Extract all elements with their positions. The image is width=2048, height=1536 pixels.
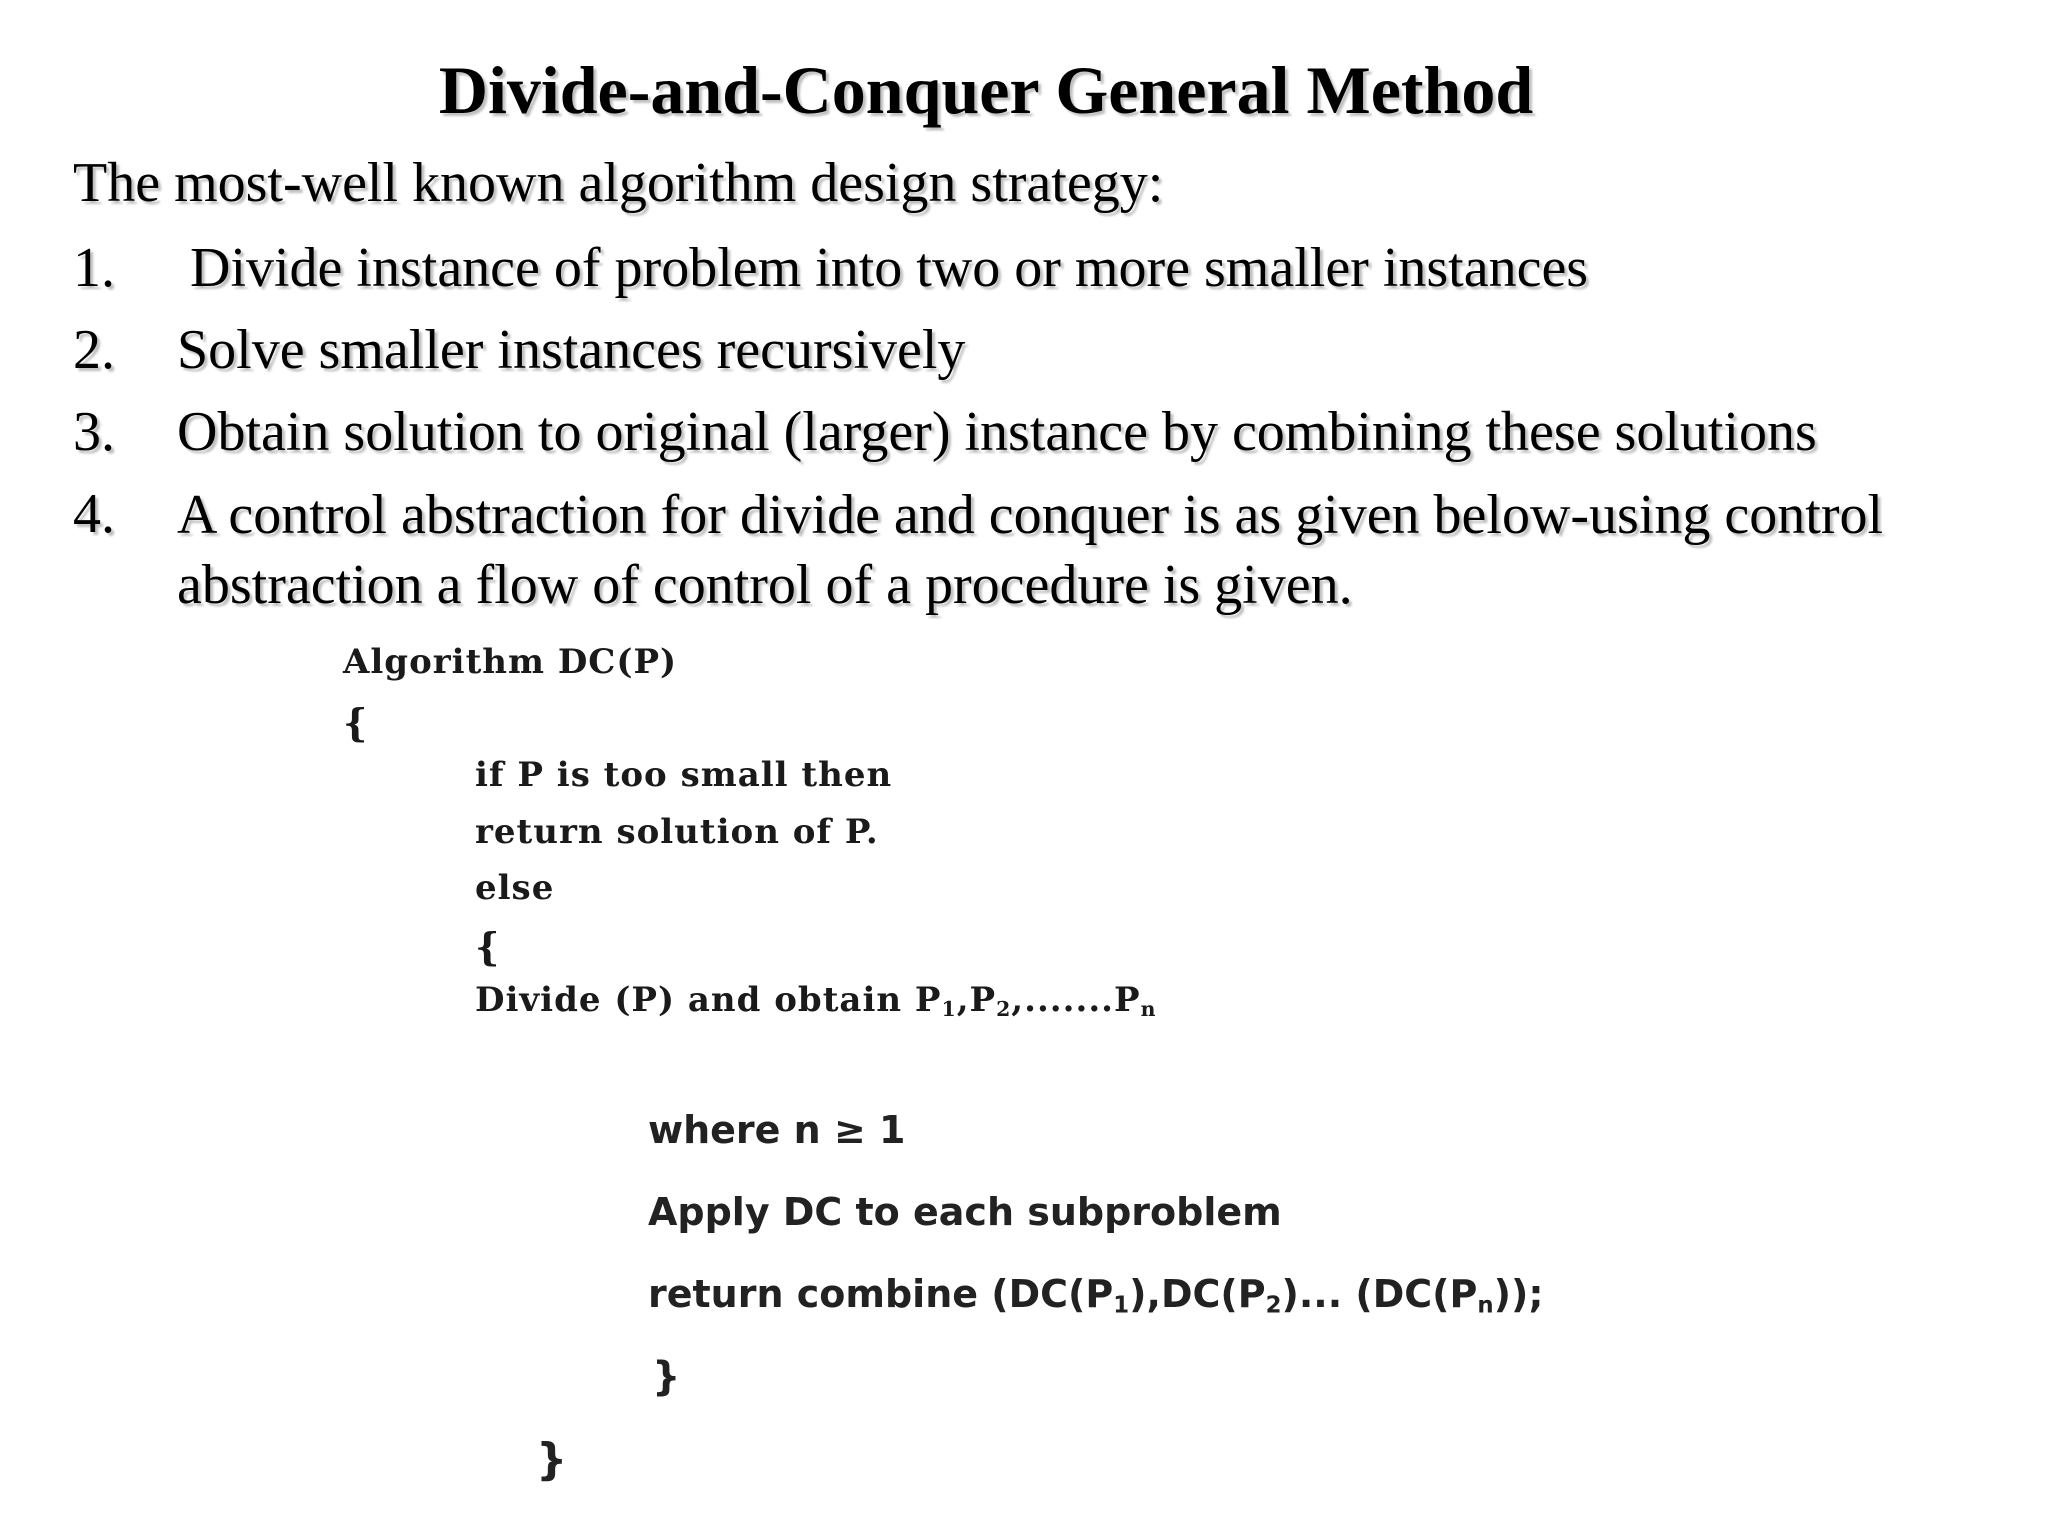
combine-text: )... (DC(P — [1281, 1272, 1478, 1316]
list-text: Obtain solution to original (larger) instance by combining these solutions — [177, 401, 1817, 463]
inner-open-brace: { — [475, 924, 501, 969]
list-text: Solve smaller instances recursively — [177, 319, 966, 381]
return-line: return solution of P. — [475, 812, 879, 852]
list-text-line: abstraction a flow of control of a procedure is given. — [177, 554, 1353, 616]
list-text-line: A control abstraction for divide and conquer is as given below-using control — [177, 484, 1884, 546]
subscript: 2 — [1265, 1292, 1282, 1319]
algorithm-header: Algorithm DC(P) — [343, 642, 678, 682]
list-number: 3. — [73, 401, 115, 463]
divide-text: Divide (P) and obtain P — [475, 980, 942, 1020]
list-text — [177, 480, 1883, 620]
combine-text: ),DC(P — [1129, 1272, 1266, 1316]
open-brace: { — [343, 700, 369, 745]
divide-text: ,P — [956, 980, 997, 1020]
outer-close-brace: } — [536, 1434, 568, 1485]
subscript: 1 — [1113, 1292, 1130, 1319]
list-number: 2. — [73, 319, 115, 381]
slide-title: Divide-and-Conquer General Method — [438, 52, 1534, 128]
subscript: 2 — [996, 997, 1012, 1022]
subscript: n — [1140, 997, 1157, 1022]
combine-text: return combine (DC(P — [648, 1272, 1114, 1316]
intro-text: The most-well known algorithm design strategy: — [73, 152, 1164, 214]
divide-text: ,.......P — [1011, 980, 1141, 1020]
list-number: 1. — [73, 237, 115, 299]
subscript: 1 — [941, 997, 957, 1022]
else-line: else — [475, 868, 555, 908]
list-number: 4. — [73, 483, 115, 545]
combine-text: )); — [1493, 1272, 1544, 1316]
apply-line: Apply DC to each subproblem — [648, 1190, 1282, 1234]
if-line: if P is too small then — [475, 755, 893, 795]
list-text: Divide instance of problem into two or more smaller instances — [190, 237, 1589, 299]
inner-close-brace: } — [652, 1354, 681, 1400]
combine-line — [648, 1272, 1544, 1319]
divide-line — [475, 980, 1156, 1021]
where-line: where n ≥ 1 — [648, 1108, 906, 1152]
subscript: n — [1477, 1292, 1494, 1319]
